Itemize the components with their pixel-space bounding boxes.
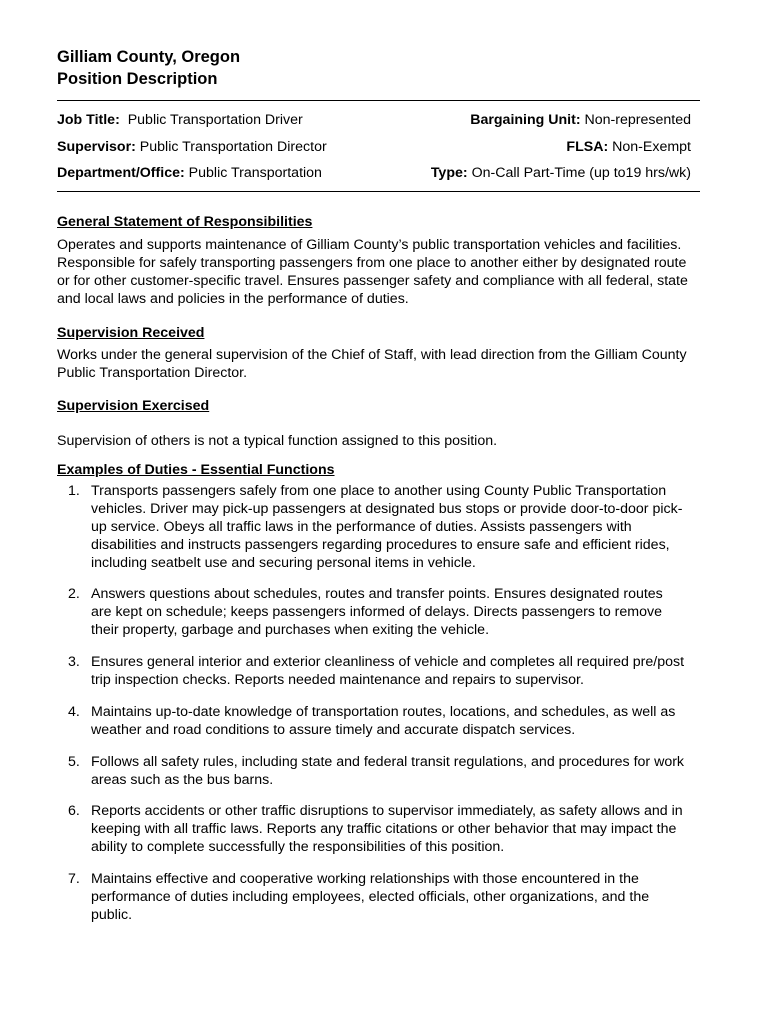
supervision-received-text: Works under the general supervision of the Chief of Staff, with lead direction from the Gilliam County Public Transportation Director. (57, 346, 687, 381)
supervision-exercised-heading: Supervision Exercised (57, 397, 210, 414)
supervisor-value: Public Transportation Director (139, 138, 327, 155)
duty-text: Transports passengers safely from one place to another using County Public Transportation vehicles. Driver may pick-up passengers at designated bus stops or provide door-to-door pick-up service. Obeys all traffic laws in the performance of duties. Assists passengers with disabilities and instructs passengers regarding procedures to ensure safe and efficient rides, including seatbelt use and securing personal items in vehicle. (91, 482, 683, 571)
type-value: On-Call Part-Time (up to19 hrs/wk) (471, 165, 691, 181)
duty-item (57, 585, 700, 639)
flsa-field (566, 134, 691, 161)
info-row-1 (57, 107, 691, 134)
job-title-label: Job Title: (57, 112, 120, 128)
department-field (57, 160, 322, 187)
duty-number: 6. (68, 803, 80, 820)
duty-number: 4. (68, 703, 80, 720)
bargaining-unit-field (470, 107, 691, 134)
general-statement-heading: General Statement of Responsibilities (57, 213, 313, 230)
duty-text: Maintains up-to-date knowledge of transportation routes, locations, and schedules, as well as weather and road conditions to assure timely and accurate dispatch services. (91, 703, 676, 738)
duty-item (57, 653, 700, 689)
org-title: Gilliam County, Oregon (57, 48, 241, 66)
position-info (57, 101, 700, 187)
duty-text: Ensures general interior and exterior cleanliness of vehicle and completes all required pre/post trip inspection checks. Reports needed maintenance and repairs to supervisor. (91, 654, 685, 689)
duty-number: 5. (68, 753, 80, 770)
duty-number: 2. (68, 586, 80, 603)
duty-number: 1. (68, 482, 80, 499)
duties-heading: Examples of Duties - Essential Functions (57, 461, 335, 478)
department-label: Department/Office: (57, 165, 185, 181)
department-value: Public Transportation (188, 165, 322, 181)
bottom-divider (57, 191, 700, 192)
info-row-3 (57, 160, 691, 187)
supervision-received-heading: Supervision Received (57, 324, 205, 341)
type-label: Type: (430, 165, 468, 181)
duty-item (57, 753, 700, 789)
supervisor-field (57, 134, 327, 161)
duties-list (57, 482, 700, 925)
duty-text: Answers questions about schedules, routes and transfer points. Ensures designated routes are kept on schedule; keeps passengers informed of delays. Directs passengers to remove their property, garbage and purchases when exiting the vehicle. (91, 586, 663, 639)
duty-text: Maintains effective and cooperative working relationships with those encountered in the performance of duties including employees, elected officials, other organizations, and the public. (91, 871, 650, 924)
type-field (431, 160, 691, 187)
supervision-exercised-text: Supervision of others is not a typical function assigned to this position. (57, 432, 498, 449)
supervisor-label: Supervisor: (57, 138, 136, 155)
bargaining-unit-label: Bargaining Unit: (470, 112, 581, 128)
duty-number: 7. (68, 871, 80, 888)
duty-item (57, 802, 700, 856)
bargaining-unit-value: Non-represented (584, 112, 691, 128)
flsa-label: FLSA: (566, 138, 609, 155)
duty-number: 3. (68, 654, 80, 671)
doc-title: Position Description (57, 70, 218, 88)
duty-text: Reports accidents or other traffic disruptions to supervisor immediately, as safety allows and in keeping with all traffic laws. Reports any traffic citations or other behavior that may impact the ability to complete successfully the responsibilities of this position. (91, 803, 683, 856)
general-statement-text: Operates and supports maintenance of Gilliam County’s public transportation vehicles and facilities. Responsible for safely transporting passengers from one place to another either by designated route or for other customer-specific travel. Ensures passenger safety and compliance with all federal, state and local laws and policies in the performance of duties. (57, 236, 688, 307)
job-title-value: Public Transportation Driver (127, 112, 303, 128)
duty-text: Follows all safety rules, including state and federal transit regulations, and procedures for work areas such as the bus barns. (91, 753, 685, 788)
document-page (57, 46, 700, 938)
flsa-value: Non-Exempt (612, 138, 691, 155)
duty-item (57, 703, 700, 739)
duty-item (57, 870, 700, 924)
duty-item (57, 482, 700, 572)
job-title-field (57, 107, 303, 134)
info-row-2 (57, 134, 691, 161)
